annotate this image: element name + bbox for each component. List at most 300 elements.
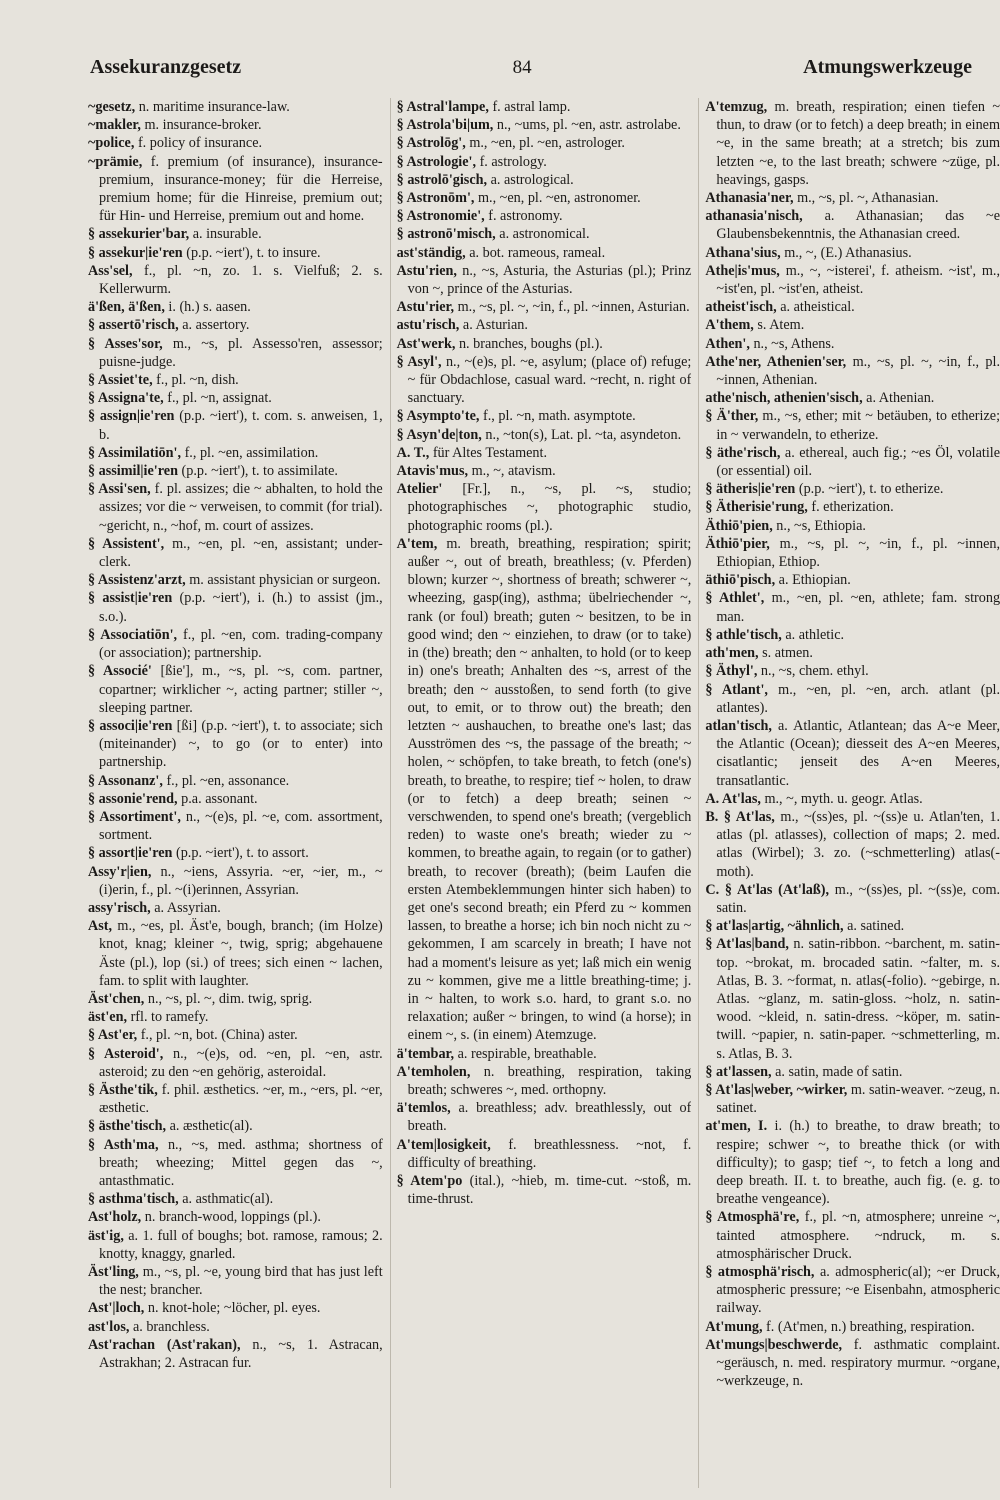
dictionary-entry (705, 517, 1000, 535)
dictionary-entry (88, 462, 383, 480)
dictionary-entry (397, 1172, 692, 1208)
entry-headword: § Äthyl', (705, 663, 758, 680)
entry-definition: m., ~s, pl. ~, ~in, f., pl. ~innen, Asturian. (457, 299, 690, 316)
entry-definition: n. satin-ribbon. ~barchent, m. satin-top. ~brokat, m. brocaded satin. ~falter, m. s. Atlas, B. 3. ~format, n. atlas(-folio). ~gebirge, n. Atlas. ~glanz, m. satin-gloss. ~holz, n. satin-wood. ~kleid, n. satin-dress. ~köper, m. satin-twill. ~papier, n. satin-paper. ~schmetterling, m. s. Atlas, B. 3. (716, 936, 1000, 1062)
dictionary-entry (88, 899, 383, 917)
entry-definition: m., ~s, pl. ~, ~in, f., pl. ~innen, Athenian. (716, 353, 1000, 389)
entry-headword: § atmosphä'risch, (705, 1264, 815, 1280)
dictionary-entry (88, 1136, 383, 1191)
entry-headword: § Associatiōn', (88, 626, 178, 643)
entry-headword: § Asyl', (396, 353, 442, 370)
entry-headword: § Asympto'te, (396, 408, 480, 425)
dictionary-entry (397, 407, 692, 425)
column-middle (390, 98, 692, 1488)
entry-headword: atlan'tisch, (705, 717, 772, 734)
dictionary-entry (397, 1099, 692, 1135)
dictionary-entry (88, 790, 383, 808)
entry-definition: n., ~s, med. asthma; shortness of breath; wheezing; Mittel gegen das ~, antasthmatic. (99, 1136, 383, 1189)
entry-headword: Äst'chen, (88, 990, 145, 1007)
entry-definition: m. breath, respiration; einen tiefen ~ thun, to draw (or to fetch) a deep breath; in einem ~e, in the same breath; at a stretch; bis zum letzten ~e, to the last breath; schwere ~züge, pl. heavings, gasps. (716, 99, 1000, 188)
page-number: 84 (512, 57, 532, 78)
entry-headword: § Astronomie', (396, 208, 485, 225)
entry-headword: A'temholen, (396, 1063, 471, 1080)
entry-headword: ast'ständig, (396, 244, 466, 261)
dictionary-entry (88, 1299, 383, 1317)
dictionary-entry (705, 244, 1000, 262)
entry-definition: a. Asturian. (462, 317, 528, 334)
entry-definition: a. 1. full of boughs; bot. ramose, ramous; 2. knotty, knaggy, gnarled. (99, 1227, 383, 1262)
entry-headword: Assy'r|ien, (88, 863, 152, 880)
dictionary-entry (397, 335, 692, 353)
entry-definition: [Fr.], n., ~s, pl. ~s, studio; photographisches ~, photographic studio, photographic rooms (pl.). (407, 481, 692, 534)
dictionary-entry (705, 298, 1000, 316)
entry-headword: § at'lassen, (705, 1063, 772, 1080)
entry-definition: m., ~s, pl. ~, Athanasian. (797, 190, 939, 207)
entry-definition: f., pl. ~en, assimilation. (184, 444, 319, 461)
dictionary-entry (705, 1263, 1000, 1318)
entry-definition: i. (h.) to breathe, to draw breath; to respire; schwer ~, to breathe thick (or with difficulty); to gasp; tief ~, to fetch a long and deep breath. II. t. to breathe, auch fig. (e. g. to breathe vengeance). (716, 1118, 1000, 1208)
entry-headword: Äst'ling, (88, 1264, 139, 1280)
entry-definition: a. astronomical. (499, 226, 590, 243)
entry-definition: a. atheistical. (780, 299, 855, 316)
dictionary-entry (88, 1026, 383, 1044)
dictionary-entry (88, 990, 383, 1008)
entry-headword: § Asyn'de|ton, (396, 426, 482, 443)
entry-headword: § Athlet', (705, 590, 765, 607)
entry-definition: f., pl. ~n, atmosphere; unreine ~, tainted atmosphere. ~ndruck, m. s. atmosphärischer Druck. (716, 1209, 1000, 1262)
dictionary-entry (397, 1063, 692, 1099)
entry-definition: a. asthmatic(al). (182, 1191, 274, 1208)
dictionary-entry (88, 262, 383, 298)
entry-headword: A'tem, (396, 535, 438, 552)
entry-definition: m., ~, atavism. (471, 463, 556, 480)
right-running-headword: Atmungswerkzeuge (803, 56, 972, 78)
entry-headword: A'tem|losigkeit, (396, 1136, 491, 1153)
entry-definition: n., ~s, chem. ethyl. (760, 663, 869, 680)
entry-headword: A'temzug, (705, 99, 768, 115)
entry-headword: § assort|ie'ren (88, 845, 173, 862)
entry-headword: § Ä'ther, (705, 408, 759, 425)
dictionary-entry (705, 571, 1000, 589)
entry-headword: ath'men, (705, 645, 759, 662)
entry-headword: ä'ßen, ä'ßen, (88, 299, 165, 316)
entry-headword: Ass'sel, (88, 262, 133, 279)
entry-definition: f., pl. ~n, zo. 1. s. Vielfuß; 2. s. Kellerwurm. (99, 262, 383, 298)
entry-headword: § assimil|ie'ren (88, 463, 178, 480)
entry-definition: f., pl. ~en, com. trading-company (or association); partnership. (99, 626, 383, 662)
dictionary-entry (705, 98, 1000, 189)
entry-headword: Athe|is'mus, (705, 262, 780, 279)
entry-headword: § astronō'misch, (396, 226, 496, 243)
entry-headword: ~gesetz, (88, 99, 136, 115)
dictionary-entry (88, 808, 383, 844)
entry-headword: § Assi'sen, (88, 481, 151, 498)
entry-definition: a. admospheric(al); ~er Druck, atmospheric pressure; ~e Eisenbahn, atmospheric railway. (716, 1264, 1000, 1317)
entry-definition: a. breathless; adv. breathlessly, out of breath. (407, 1100, 692, 1135)
entry-definition: f. astral lamp. (492, 99, 571, 115)
entry-definition: m., ~s, pl. ~e, young bird that has just left the nest; brancher. (99, 1264, 383, 1299)
entry-definition: m., ~es, pl. Äst'e, bough, branch; (im Holze) knot, knag; kleiner ~, twig, sprig; abgehauene Äste (pl.), lop (si.) of trees; sich einen ~ lachen, fam. to split with laughter. (99, 918, 383, 989)
entry-definition: n. branch-wood, loppings (pl.). (144, 1209, 321, 1226)
dictionary-entry (88, 335, 383, 371)
entry-definition: f., pl. ~n, math. asymptote. (482, 408, 636, 425)
entry-headword: § Astrologie', (396, 153, 477, 170)
entry-headword: § äthe'risch, (705, 444, 781, 461)
dictionary-entry (705, 644, 1000, 662)
dictionary-entry (705, 353, 1000, 389)
dictionary-entry (705, 189, 1000, 207)
entry-definition: f. breathlessness. ~not, f. difficulty of breathing. (407, 1136, 692, 1171)
entry-definition: für Altes Testament. (432, 444, 548, 461)
dictionary-entry (705, 626, 1000, 644)
entry-definition: a. Athanasian; das ~e Glaubensbekenntnis, the Athanasian creed. (716, 208, 1000, 243)
entry-definition: a. branchless. (132, 1318, 210, 1335)
entry-headword: § Asses'sor, (88, 335, 163, 352)
dictionary-columns (88, 98, 1000, 1488)
entry-headword: § Ast'er, (88, 1027, 138, 1044)
entry-headword: ~prämie, (88, 153, 143, 170)
entry-definition: a. Assyrian. (154, 899, 221, 916)
dictionary-entry (397, 153, 692, 171)
dictionary-entry (88, 589, 383, 625)
entry-headword: Athana'sius, (705, 244, 781, 261)
entry-definition: m., ~s, pl. ~, ~in, f., pl. ~innen, Ethiopian, Ethiop. (716, 535, 1000, 571)
entry-headword: Athen', (705, 335, 750, 352)
entry-headword: Ast'werk, (396, 335, 456, 352)
entry-definition: n., ~(e)s, od. ~en, pl. ~en, astr. asteroid; zu den ~en gehörig, asteroidal. (99, 1045, 383, 1080)
dictionary-entry (397, 207, 692, 225)
dictionary-entry (397, 98, 692, 116)
entry-definition: m., ~, myth. u. geogr. Atlas. (764, 790, 923, 807)
dictionary-entry (705, 335, 1000, 353)
entry-headword: § Assortiment', (88, 808, 181, 825)
dictionary-entry (397, 462, 692, 480)
entry-definition: a. respirable, breathable. (457, 1045, 597, 1062)
dictionary-entry (88, 389, 383, 407)
entry-definition: f., pl. ~n, dish. (156, 372, 239, 389)
entry-headword: § assekurier'bar, (88, 226, 190, 243)
entry-headword: § Ästhe'tik, (88, 1081, 158, 1098)
entry-definition: m., ~en, pl. ~en, astronomer. (478, 190, 641, 207)
dictionary-entry (88, 1117, 383, 1135)
dictionary-entry (88, 134, 383, 152)
dictionary-entry (397, 189, 692, 207)
column-left (88, 98, 383, 1488)
dictionary-entry (88, 863, 383, 899)
entry-headword: § ätheris|ie'ren (705, 481, 796, 498)
entry-definition: (p.p. ~iert'), t. to etherize. (798, 481, 944, 498)
entry-definition: n., ~ums, pl. ~en, astr. astrolabe. (496, 117, 681, 134)
entry-headword: § Assistenz'arzt, (88, 572, 186, 589)
entry-definition: n., ~s, Asturia, the Asturias (pl.); Prinz von ~, prince of the Asturias. (407, 262, 692, 298)
entry-headword: § Asteroid', (88, 1045, 164, 1062)
entry-definition: n., ~s, Athens. (753, 335, 835, 352)
entry-definition: [ßi] (p.p. ~iert'), t. to associate; sich (miteinander) ~, to go (or to enter) into partnership. (99, 717, 383, 771)
entry-headword: At'mung, (705, 1318, 763, 1335)
entry-definition: a. æsthetic(al). (169, 1118, 253, 1135)
entry-definition: n., ~s, 1. Astracan, Astrakhan; 2. Astracan fur. (99, 1336, 383, 1372)
dictionary-entry (705, 262, 1000, 298)
entry-headword: A'them, (705, 317, 754, 334)
dictionary-entry (88, 1227, 383, 1263)
entry-definition: a. satined. (847, 918, 905, 935)
entry-definition: a. ethereal, auch fig.; ~es Öl, volatile (or essential) oil. (716, 444, 1000, 480)
dictionary-entry (88, 1081, 383, 1117)
dictionary-entry (88, 316, 383, 334)
dictionary-entry (705, 881, 1000, 917)
dictionary-entry (88, 1190, 383, 1208)
entry-definition: m., ~en, pl. ~en, arch. atlant (pl. atlantes). (716, 681, 1000, 716)
dictionary-entry (397, 116, 692, 134)
dictionary-entry (88, 98, 383, 116)
entry-definition: m., ~(ss)es, pl. ~(ss)e, com. satin. (716, 881, 1000, 916)
entry-definition: f., pl. ~n, bot. (China) aster. (140, 1027, 298, 1044)
dictionary-entry (397, 244, 692, 262)
entry-headword: § Astronōm', (396, 190, 475, 207)
entry-headword: B. § At'las, (705, 808, 775, 825)
entry-definition: n. branches, boughs (pl.). (458, 335, 603, 352)
dictionary-entry (705, 535, 1000, 571)
entry-headword: § Astrola'bi|um, (396, 117, 494, 134)
entry-definition: f. policy of insurance. (137, 135, 263, 152)
entry-definition: (p.p. ~iert'), i. (h.) to assist (jm., s.o.). (99, 590, 383, 625)
dictionary-entry (397, 1136, 692, 1172)
dictionary-entry (705, 444, 1000, 480)
entry-headword: § assertō'risch, (88, 317, 179, 334)
entry-definition: m. insurance-broker. (144, 117, 262, 134)
entry-definition: f. premium (of insurance), insurance-premium, insurance-money; für die Herreise, premium home; für die Hinreise, premium out; für Hin- und Herreise, premium out and home. (99, 153, 383, 225)
entry-headword: § Atlant', (705, 681, 768, 698)
entry-headword: § At'las|band, (705, 936, 789, 953)
entry-headword: § astrolō'gisch, (396, 171, 488, 188)
entry-definition: rfl. to ramefy. (130, 1009, 209, 1026)
entry-definition: f. astrology. (479, 153, 547, 170)
entry-definition: a. satin, made of satin. (775, 1063, 903, 1080)
dictionary-entry (88, 1336, 383, 1372)
dictionary-entry (88, 535, 383, 571)
entry-definition: (p.p. ~iert'), t. to assort. (175, 845, 309, 862)
dictionary-entry (397, 262, 692, 298)
entry-headword: § Associé' (88, 663, 152, 680)
entry-definition: s. Atem. (757, 317, 805, 334)
entry-definition: f. asthmatic complaint. ~geräusch, n. med. respiratory murmur. ~organe, ~werkzeuge, (716, 1336, 1000, 1390)
column-right (698, 98, 1000, 1488)
entry-headword: A. T., (396, 444, 430, 461)
entry-headword: ~police, (88, 135, 135, 152)
dictionary-entry (397, 535, 692, 1045)
entry-headword: § associ|ie'ren (88, 717, 173, 734)
dictionary-entry (88, 571, 383, 589)
entry-definition: a. Ethiopian. (778, 572, 851, 589)
dictionary-entry (705, 717, 1000, 790)
dictionary-entry (88, 1263, 383, 1299)
dictionary-entry (88, 298, 383, 316)
entry-definition: (p.p. ~iert'), t. com. s. anweisen, 1, b. (99, 408, 383, 443)
entry-definition: m. breath, breathing, respiration; spirit; außer ~, out of breath, breathless; (v. Pferden) blown; kurzer ~, shortness of breath; schwerer ~, wheezing, gasp(ing), asthma; übelriechender ~, rank (or foul) breath; guten ~ besitzen, to be in good wind; den ~ einziehen, to draw (or to take) in (the) breath; den ~ anhalten, to hold (or to keep in) one's breath; Anhalten des ~s, arrest of the breath; den ~ ausstoßen, to send forth (to give out, to emit, or to throw out) the breath; den letzten ~ aushauchen, to breathe one's last; das Ausströmen des ~s, the passage of the breath; ~ holen, ~ schöpfen, to take breath, to fetch (one's) breath, to breathe, to respire; tief ~ holen, to draw (or to fetch) a deep breath; seinen ~ verschwenden, to spend one's breath; (vergeblich reden) to waste one's breath; wieder zu ~ kommen, to breathe again, to regain (or to gather) breath, to recover (breath); (beim Laufen die ersten Atembeklemmungen hinter sich haben) to get one's second breath; ein Pferd zu ~ kommen lassen, to breathe a horse; ich bin noch nicht zu ~ gekommen, I am scarcely in breath; I have not had a moment's leisure as yet; laß mich ein wenig zu ~ kommen, give me a little breathing-time; j. in ~ halten, to work s.o. hard, to grant s.o. no relaxation; außer ~ bringen, to wind (a horse); in einem ~, s. (in einem) Atemzuge. (407, 535, 692, 1044)
dictionary-entry (705, 407, 1000, 443)
entry-headword: äst'en, (88, 1009, 128, 1026)
entry-headword: athe'nisch, athenien'sisch, (705, 390, 863, 407)
entry-definition: f. (At'men, n.) breathing, respiration. (766, 1318, 975, 1335)
dictionary-entry (397, 480, 692, 535)
dictionary-entry (705, 808, 1000, 881)
entry-definition: (p.p. ~iert'), t. to insure. (186, 244, 321, 261)
entry-definition: n., ~iens, Assyria. ~er, ~ier, m., ~(i)erin, f., pl. ~(i)erinnen, Assyrian. (99, 863, 383, 898)
entry-headword: § Atmosphä're, (705, 1209, 800, 1226)
entry-headword: assy'risch, (88, 899, 151, 916)
dictionary-entry (88, 444, 383, 462)
entry-headword: at'men, I. (705, 1118, 768, 1135)
entry-definition: n. breathing, respiration, taking breath; schweres ~, med. orthopny. (407, 1063, 692, 1098)
entry-definition: a. Atlantic, Atlantean; das A~e Meer, the Atlantic (Ocean); diesseit des A~en Meeres, cisatlantic; jenseit des A~en Meeres, transatlantic. (716, 717, 1000, 789)
dictionary-entry (397, 1045, 692, 1063)
dictionary-entry (705, 498, 1000, 516)
entry-headword: astu'risch, (396, 317, 460, 334)
entry-definition: p.a. assonant. (181, 790, 258, 807)
dictionary-entry (705, 1117, 1000, 1208)
dictionary-entry (705, 316, 1000, 334)
dictionary-entry (705, 790, 1000, 808)
entry-definition: n., ~s, Ethiopia. (776, 517, 866, 534)
entry-headword: athanasia'nisch, (705, 208, 803, 225)
dictionary-entry (397, 298, 692, 316)
entry-headword: Ast'rachan (Ast'rakan), (88, 1336, 241, 1353)
entry-headword: Äthiō'pier, (705, 535, 770, 552)
dictionary-entry (88, 480, 383, 535)
entry-definition: [ßie'], m., ~s, pl. ~s, com. partner, copartner; wirklicher ~, acting partner; stiller ~, sleeping partner. (99, 663, 383, 716)
dictionary-entry (88, 244, 383, 262)
entry-definition: f. astronomy. (488, 208, 563, 225)
dictionary-entry (705, 480, 1000, 498)
entry-definition: m. assistant physician or surgeon. (189, 572, 381, 589)
entry-headword: ä'tembar, (396, 1045, 455, 1062)
entry-headword: ast'los, (88, 1318, 130, 1335)
dictionary-entry (88, 1318, 383, 1336)
entry-definition: f., pl. ~en, assonance. (166, 772, 290, 789)
entry-headword: § ästhe'tisch, (88, 1118, 167, 1135)
entry-headword: § Assistent', (88, 535, 165, 552)
entry-definition: f. phil. æsthetics. ~er, m., ~ers, pl. ~er, æsthetic. (99, 1081, 383, 1117)
entry-headword: C. § At'las (At'laß), (705, 881, 830, 898)
dictionary-entry (88, 1008, 383, 1026)
entry-headword: Athe'ner, Athenien'ser, (705, 353, 847, 370)
entry-definition: m. satin-weaver. ~zeug, n. satinet. (716, 1081, 1000, 1117)
entry-headword: § assist|ie'ren (88, 590, 173, 607)
entry-definition: m., ~, (E.) Athanasius. (784, 244, 912, 261)
entry-headword: § Assigna'te, (88, 390, 164, 407)
entry-definition: m., ~s, ether; mit ~ betäuben, to etherize; in ~ verwandeln, to etherize. (716, 408, 1000, 443)
entry-definition: a. Athenian. (866, 390, 935, 407)
dictionary-entry (397, 225, 692, 243)
entry-definition: s. atmen. (762, 645, 813, 662)
entry-headword: § Ätherisie'rung, (705, 499, 808, 516)
entry-headword: § Atem'po (396, 1172, 463, 1189)
dictionary-entry (705, 917, 1000, 935)
page-header (90, 56, 972, 86)
entry-headword: Astu'rier, (396, 299, 455, 316)
dictionary-entry (88, 662, 383, 717)
entry-definition: m., ~s, pl. Assesso'ren, assessor; puisne-judge. (99, 335, 383, 370)
entry-definition-tail: n. (792, 1373, 804, 1390)
entry-headword: Atavis'mus, (396, 463, 469, 480)
dictionary-entry (705, 1081, 1000, 1117)
dictionary-entry (397, 353, 692, 408)
entry-headword: Atelier' (396, 481, 443, 498)
entry-definition: a. assertory. (182, 317, 250, 334)
entry-definition: (ital.), ~hieb, m. time-cut. ~stoß, m. time-thrust. (407, 1172, 692, 1208)
entry-headword: Ast'holz, (88, 1209, 142, 1226)
entry-definition: n., ~(e)s, pl. ~e, com. assortment, sortment. (99, 808, 383, 844)
dictionary-entry (88, 153, 383, 226)
entry-headword: § Assiet'te, (88, 372, 153, 389)
entry-headword: Athanasia'ner, (705, 190, 794, 207)
entry-headword: ~makler, (88, 117, 141, 134)
dictionary-entry (88, 844, 383, 862)
dictionary-entry (88, 626, 383, 662)
dictionary-entry (705, 389, 1000, 407)
dictionary-entry (705, 662, 1000, 680)
left-running-headword: Assekuranzgesetz (90, 56, 242, 78)
dictionary-entry (397, 171, 692, 189)
entry-definition: n., ~ton(s), Lat. pl. ~ta, asyndeton. (485, 426, 682, 443)
entry-definition: a. insurable. (192, 226, 262, 243)
dictionary-entry (88, 772, 383, 790)
dictionary-entry (88, 225, 383, 243)
entry-definition: n., ~(e)s, pl. ~e, asylum; (place of) refuge; ~ für Obdachlose, casual ward. ~recht, n. right of sanctuary. (407, 353, 692, 407)
entry-headword: § Assonanz', (88, 772, 163, 789)
dictionary-entry (397, 316, 692, 334)
dictionary-entry (705, 1318, 1000, 1336)
entry-definition: a. astrological. (490, 171, 574, 188)
entry-definition: m., ~en, pl. ~en, astrologer. (469, 135, 625, 152)
entry-definition: (p.p. ~iert'), t. to assimilate. (181, 463, 338, 480)
entry-definition: a. bot. rameous, rameal. (469, 244, 606, 261)
dictionary-entry (88, 371, 383, 389)
dictionary-entry (88, 1208, 383, 1226)
dictionary-entry (705, 589, 1000, 625)
entry-definition: m., ~(ss)es, pl. ~(ss)e u. Atlan'ten, 1. atlas (pl. atlasses), collection of maps; 2. med. atlas (Wirbel); 3. zo. (~schmetterling) atlas(-moth). (716, 808, 1000, 880)
dictionary-entry (88, 717, 383, 772)
entry-headword: ä'temlos, (396, 1100, 451, 1117)
entry-headword: A. At'las, (705, 790, 761, 807)
entry-headword: Ast'|loch, (88, 1300, 145, 1317)
dictionary-entry (88, 917, 383, 990)
entry-headword: Äthiō'pien, (705, 517, 773, 534)
entry-definition: m., ~, ~isterei', f. atheism. ~ist', m., ~ist'en, pl. ~ist'en, atheist. (716, 262, 1000, 298)
entry-headword: § At'las|weber, ~wirker, (705, 1081, 848, 1098)
entry-definition: n. knot-hole; ~löcher, pl. eyes. (147, 1300, 321, 1317)
dictionary-entry (705, 681, 1000, 717)
entry-headword: At'mungs|beschwerde, (705, 1336, 843, 1353)
dictionary-entry (88, 116, 383, 134)
entry-headword: § Assimilatiōn', (88, 444, 182, 461)
entry-headword: § at'las|artig, ~ähnlich, (705, 918, 844, 935)
entry-headword: § athle'tisch, (705, 626, 782, 643)
entry-headword: § assonie'rend, (88, 790, 178, 807)
entry-headword: § Astrolōg', (396, 135, 466, 152)
dictionary-entry (705, 1208, 1000, 1263)
entry-headword: § assekur|ie'ren (88, 244, 183, 261)
entry-definition: n., ~s, pl. ~, dim. twig, sprig. (147, 990, 313, 1007)
entry-definition: m., ~en, pl. ~en, assistant; under-clerk. (99, 535, 383, 571)
dictionary-entry (705, 1063, 1000, 1081)
entry-headword: § assign|ie'ren (88, 408, 175, 425)
entry-headword: § Astral'lampe, (396, 99, 489, 115)
entry-headword: Astu'rien, (396, 262, 457, 279)
entry-headword: äst'ig, (88, 1227, 124, 1244)
entry-definition: n. maritime insurance-law. (138, 99, 290, 115)
dictionary-entry (397, 134, 692, 152)
